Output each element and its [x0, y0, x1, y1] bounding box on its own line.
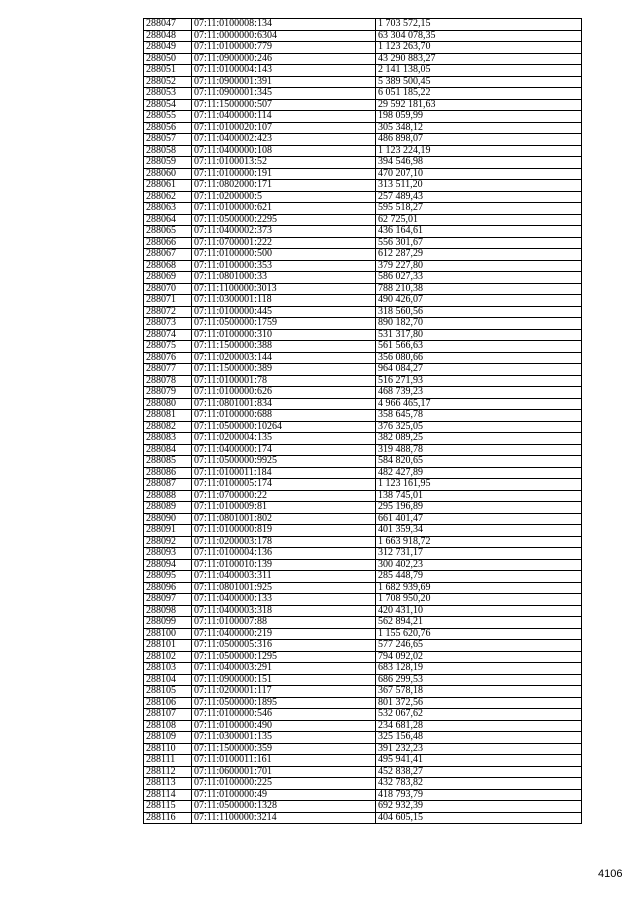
- cadastral-value-cell: 788 210,38: [376, 283, 582, 295]
- cadastral-number-cell: 07:11:0100013:52: [192, 157, 376, 169]
- row-number-cell: 288096: [144, 582, 192, 594]
- cadastral-number-cell: 07:11:0100000:445: [192, 306, 376, 318]
- table-row: [144, 122, 582, 134]
- cadastral-value-cell: 138 745,01: [376, 490, 582, 502]
- cadastral-number-cell: 07:11:0900000:246: [192, 53, 376, 65]
- table-row: [144, 88, 582, 100]
- cadastral-number-cell: 07:11:0300001:135: [192, 732, 376, 744]
- table-row: [144, 387, 582, 399]
- cadastral-number-cell: 07:11:0400000:219: [192, 628, 376, 640]
- cadastral-value-cell: 1 708 950,20: [376, 594, 582, 606]
- cadastral-number-cell: 07:11:1500000:389: [192, 364, 376, 376]
- cadastral-number-cell: 07:11:0100020:107: [192, 122, 376, 134]
- table-body: [144, 19, 582, 824]
- cadastral-value-cell: 420 431,10: [376, 605, 582, 617]
- cadastral-number-cell: 07:11:0200001:117: [192, 686, 376, 698]
- row-number-cell: 288064: [144, 214, 192, 226]
- cadastral-value-cell: 198 059,99: [376, 111, 582, 123]
- cadastral-value-cell: 556 301,67: [376, 237, 582, 249]
- table-row: [144, 743, 582, 755]
- row-number-cell: 288101: [144, 640, 192, 652]
- table-row: [144, 249, 582, 261]
- row-number-cell: 288103: [144, 663, 192, 675]
- row-number-cell: 288114: [144, 789, 192, 801]
- cadastral-value-cell: 486 898,07: [376, 134, 582, 146]
- table-row: [144, 157, 582, 169]
- cadastral-number-cell: 07:11:0100000:779: [192, 42, 376, 54]
- cadastral-value-cell: 468 739,23: [376, 387, 582, 399]
- row-number-cell: 288069: [144, 272, 192, 284]
- row-number-cell: 288095: [144, 571, 192, 583]
- cadastral-number-cell: 07:11:0500000:1328: [192, 801, 376, 813]
- table-row: [144, 421, 582, 433]
- row-number-cell: 288056: [144, 122, 192, 134]
- row-number-cell: 288067: [144, 249, 192, 261]
- cadastral-value-cell: 661 401,47: [376, 513, 582, 525]
- row-number-cell: 288087: [144, 479, 192, 491]
- cadastral-value-cell: 358 645,78: [376, 410, 582, 422]
- cadastral-number-cell: 07:11:0500000:10264: [192, 421, 376, 433]
- cadastral-value-cell: 401 359,34: [376, 525, 582, 537]
- cadastral-number-cell: 07:11:0900000:151: [192, 674, 376, 686]
- table-row: [144, 180, 582, 192]
- cadastral-value-cell: 1 703 572,15: [376, 19, 582, 31]
- cadastral-value-cell: 561 566,63: [376, 341, 582, 353]
- cadastral-number-cell: 07:11:0100000:353: [192, 260, 376, 272]
- row-number-cell: 288083: [144, 433, 192, 445]
- cadastral-value-cell: 562 894,21: [376, 617, 582, 629]
- table-row: [144, 19, 582, 31]
- cadastral-number-cell: 07:11:0400000:108: [192, 145, 376, 157]
- cadastral-number-cell: 07:11:0100011:161: [192, 755, 376, 767]
- cadastral-value-cell: 482 427,89: [376, 467, 582, 479]
- row-number-cell: 288102: [144, 651, 192, 663]
- table-row: [144, 260, 582, 272]
- cadastral-number-cell: 07:11:0300001:118: [192, 295, 376, 307]
- table-row: [144, 548, 582, 560]
- row-number-cell: 288078: [144, 375, 192, 387]
- cadastral-value-cell: 234 681,28: [376, 720, 582, 732]
- row-number-cell: 288060: [144, 168, 192, 180]
- cadastral-value-cell: 686 299,53: [376, 674, 582, 686]
- cadastral-value-cell: 801 372,56: [376, 697, 582, 709]
- cadastral-value-cell: 531 317,80: [376, 329, 582, 341]
- table-row: [144, 30, 582, 42]
- row-number-cell: 288100: [144, 628, 192, 640]
- cadastral-value-cell: 418 793,79: [376, 789, 582, 801]
- table-row: [144, 663, 582, 675]
- table-row: [144, 513, 582, 525]
- row-number-cell: 288059: [144, 157, 192, 169]
- table-row: [144, 433, 582, 445]
- row-number-cell: 288079: [144, 387, 192, 399]
- cadastral-value-cell: 312 731,17: [376, 548, 582, 560]
- cadastral-number-cell: 07:11:0500000:1295: [192, 651, 376, 663]
- cadastral-number-cell: 07:11:0700001:222: [192, 237, 376, 249]
- cadastral-number-cell: 07:11:0400003:291: [192, 663, 376, 675]
- row-number-cell: 288076: [144, 352, 192, 364]
- table-row: [144, 341, 582, 353]
- cadastral-number-cell: 07:11:0200004:135: [192, 433, 376, 445]
- cadastral-number-cell: 07:11:0100000:819: [192, 525, 376, 537]
- cadastral-number-cell: 07:11:0802000:171: [192, 180, 376, 192]
- cadastral-value-cell: 490 426,07: [376, 295, 582, 307]
- cadastral-value-cell: 379 227,80: [376, 260, 582, 272]
- table-row: [144, 697, 582, 709]
- table-row: [144, 766, 582, 778]
- cadastral-value-cell: 285 448,79: [376, 571, 582, 583]
- table-row: [144, 226, 582, 238]
- cadastral-value-cell: 890 182,70: [376, 318, 582, 330]
- cadastral-number-cell: 07:11:0100000:490: [192, 720, 376, 732]
- row-number-cell: 288051: [144, 65, 192, 77]
- row-number-cell: 288050: [144, 53, 192, 65]
- cadastral-number-cell: 07:11:0100001:78: [192, 375, 376, 387]
- row-number-cell: 288070: [144, 283, 192, 295]
- row-number-cell: 288081: [144, 410, 192, 422]
- cadastral-number-cell: 07:11:0900001:345: [192, 88, 376, 100]
- table-row: [144, 214, 582, 226]
- cadastral-value-cell: 4 966 465,17: [376, 398, 582, 410]
- cadastral-value-cell: 367 578,18: [376, 686, 582, 698]
- cadastral-number-cell: 07:11:0100008:134: [192, 19, 376, 31]
- cadastral-number-cell: 07:11:1500000:507: [192, 99, 376, 111]
- cadastral-number-cell: 07:11:0400002:373: [192, 226, 376, 238]
- cadastral-value-cell: 376 325,05: [376, 421, 582, 433]
- table-row: [144, 364, 582, 376]
- cadastral-value-cell: 612 287,29: [376, 249, 582, 261]
- table-row: [144, 536, 582, 548]
- cadastral-number-cell: 07:11:1500000:359: [192, 743, 376, 755]
- row-number-cell: 288048: [144, 30, 192, 42]
- row-number-cell: 288105: [144, 686, 192, 698]
- table-row: [144, 306, 582, 318]
- cadastral-value-cell: 313 511,20: [376, 180, 582, 192]
- cadastral-value-cell: 382 089,25: [376, 433, 582, 445]
- table-row: [144, 318, 582, 330]
- row-number-cell: 288077: [144, 364, 192, 376]
- cadastral-value-cell: 1 123 161,95: [376, 479, 582, 491]
- row-number-cell: 288097: [144, 594, 192, 606]
- table-row: [144, 640, 582, 652]
- row-number-cell: 288062: [144, 191, 192, 203]
- row-number-cell: 288108: [144, 720, 192, 732]
- cadastral-value-cell: 1 123 224,19: [376, 145, 582, 157]
- cadastral-number-cell: 07:11:0100000:310: [192, 329, 376, 341]
- cadastral-value-cell: 295 196,89: [376, 502, 582, 514]
- cadastral-number-cell: 07:11:0801001:834: [192, 398, 376, 410]
- table-row: [144, 65, 582, 77]
- cadastral-number-cell: 07:11:0500000:1759: [192, 318, 376, 330]
- cadastral-value-cell: 257 489,43: [376, 191, 582, 203]
- row-number-cell: 288107: [144, 709, 192, 721]
- cadastral-value-cell: 532 067,62: [376, 709, 582, 721]
- table-row: [144, 571, 582, 583]
- row-number-cell: 288065: [144, 226, 192, 238]
- table-row: [144, 444, 582, 456]
- table-row: [144, 628, 582, 640]
- cadastral-number-cell: 07:11:0500000:1895: [192, 697, 376, 709]
- row-number-cell: 288068: [144, 260, 192, 272]
- cadastral-value-cell: 586 027,33: [376, 272, 582, 284]
- cadastral-value-cell: 495 941,41: [376, 755, 582, 767]
- cadastral-number-cell: 07:11:0900001:391: [192, 76, 376, 88]
- cadastral-value-cell: 432 783,82: [376, 778, 582, 790]
- table-row: [144, 456, 582, 468]
- row-number-cell: 288110: [144, 743, 192, 755]
- table-row: [144, 467, 582, 479]
- cadastral-value-cell: 305 348,12: [376, 122, 582, 134]
- cadastral-number-cell: 07:11:0100000:191: [192, 168, 376, 180]
- cadastral-number-cell: 07:11:0100010:139: [192, 559, 376, 571]
- table-row: [144, 42, 582, 54]
- table-row: [144, 812, 582, 824]
- row-number-cell: 288055: [144, 111, 192, 123]
- table-row: [144, 582, 582, 594]
- cadastral-number-cell: 07:11:0100000:621: [192, 203, 376, 215]
- cadastral-number-cell: 07:11:0400000:114: [192, 111, 376, 123]
- table-row: [144, 686, 582, 698]
- table-row: [144, 203, 582, 215]
- cadastral-number-cell: 07:11:0801001:925: [192, 582, 376, 594]
- table-row: [144, 168, 582, 180]
- row-number-cell: 288088: [144, 490, 192, 502]
- table-row: [144, 111, 582, 123]
- row-number-cell: 288047: [144, 19, 192, 31]
- row-number-cell: 288049: [144, 42, 192, 54]
- row-number-cell: 288109: [144, 732, 192, 744]
- row-number-cell: 288080: [144, 398, 192, 410]
- cadastral-value-cell: 1 663 918,72: [376, 536, 582, 548]
- table-row: [144, 674, 582, 686]
- cadastral-number-cell: 07:11:0100000:49: [192, 789, 376, 801]
- row-number-cell: 288066: [144, 237, 192, 249]
- table-row: [144, 272, 582, 284]
- cadastral-number-cell: 07:11:0100000:626: [192, 387, 376, 399]
- row-number-cell: 288073: [144, 318, 192, 330]
- row-number-cell: 288112: [144, 766, 192, 778]
- table-row: [144, 525, 582, 537]
- table-row: [144, 778, 582, 790]
- cadastral-value-cell: 1 682 939,69: [376, 582, 582, 594]
- cadastral-number-cell: 07:11:0801001:802: [192, 513, 376, 525]
- cadastral-number-cell: 07:11:0600001:701: [192, 766, 376, 778]
- table-row: [144, 237, 582, 249]
- table-row: [144, 801, 582, 813]
- cadastral-number-cell: 07:11:1100000:3214: [192, 812, 376, 824]
- table-row: [144, 789, 582, 801]
- table-row: [144, 352, 582, 364]
- cadastral-value-cell: 452 838,27: [376, 766, 582, 778]
- row-number-cell: 288113: [144, 778, 192, 790]
- cadastral-value-cell: 391 232,23: [376, 743, 582, 755]
- row-number-cell: 288116: [144, 812, 192, 824]
- row-number-cell: 288061: [144, 180, 192, 192]
- table-row: [144, 617, 582, 629]
- cadastral-value-cell: 964 084,27: [376, 364, 582, 376]
- cadastral-value-cell: 300 402,23: [376, 559, 582, 571]
- cadastral-number-cell: 07:11:0100005:174: [192, 479, 376, 491]
- table-row: [144, 191, 582, 203]
- cadastral-number-cell: 07:11:0100004:136: [192, 548, 376, 560]
- cadastral-number-cell: 07:11:0700000:22: [192, 490, 376, 502]
- table-row: [144, 99, 582, 111]
- row-number-cell: 288115: [144, 801, 192, 813]
- row-number-cell: 288053: [144, 88, 192, 100]
- table-row: [144, 375, 582, 387]
- table-row: [144, 283, 582, 295]
- table-row: [144, 559, 582, 571]
- cadastral-value-cell: 595 518,27: [376, 203, 582, 215]
- table-row: [144, 732, 582, 744]
- row-number-cell: 288075: [144, 341, 192, 353]
- row-number-cell: 288052: [144, 76, 192, 88]
- cadastral-value-cell: 319 488,78: [376, 444, 582, 456]
- page-number: 4106: [598, 868, 623, 880]
- table-row: [144, 410, 582, 422]
- cadastral-number-cell: 07:11:1100000:3013: [192, 283, 376, 295]
- cadastral-value-cell: 584 820,65: [376, 456, 582, 468]
- cadastral-value-cell: 63 304 078,35: [376, 30, 582, 42]
- cadastral-value-cell: 2 141 138,05: [376, 65, 582, 77]
- row-number-cell: 288104: [144, 674, 192, 686]
- table-row: [144, 490, 582, 502]
- cadastral-number-cell: 07:11:0200003:144: [192, 352, 376, 364]
- row-number-cell: 288086: [144, 467, 192, 479]
- table-row: [144, 502, 582, 514]
- cadastral-value-cell: 29 592 181,63: [376, 99, 582, 111]
- cadastral-number-cell: 07:11:0100000:500: [192, 249, 376, 261]
- cadastral-number-cell: 07:11:0400003:311: [192, 571, 376, 583]
- cadastral-number-cell: 07:11:0100011:184: [192, 467, 376, 479]
- cadastral-number-cell: 07:11:0801000:33: [192, 272, 376, 284]
- cadastral-number-cell: 07:11:0000000:6304: [192, 30, 376, 42]
- row-number-cell: 288085: [144, 456, 192, 468]
- cadastral-value-cell: 577 246,65: [376, 640, 582, 652]
- cadastral-value-cell: 794 092,02: [376, 651, 582, 663]
- cadastral-number-cell: 07:11:0100000:688: [192, 410, 376, 422]
- table-row: [144, 651, 582, 663]
- cadastral-number-cell: 07:11:0400000:174: [192, 444, 376, 456]
- cadastral-number-cell: 07:11:0100000:225: [192, 778, 376, 790]
- cadastral-value-cell: 325 156,48: [376, 732, 582, 744]
- table-row: [144, 295, 582, 307]
- row-number-cell: 288099: [144, 617, 192, 629]
- row-number-cell: 288094: [144, 559, 192, 571]
- row-number-cell: 288106: [144, 697, 192, 709]
- cadastral-number-cell: 07:11:0500000:9925: [192, 456, 376, 468]
- table-row: [144, 134, 582, 146]
- row-number-cell: 288071: [144, 295, 192, 307]
- table-row: [144, 76, 582, 88]
- cadastral-value-table: [143, 18, 582, 824]
- table-row: [144, 755, 582, 767]
- cadastral-value-cell: 356 080,66: [376, 352, 582, 364]
- cadastral-number-cell: 07:11:0500000:2295: [192, 214, 376, 226]
- cadastral-value-cell: 1 155 620,76: [376, 628, 582, 640]
- cadastral-number-cell: 07:11:0100007:88: [192, 617, 376, 629]
- row-number-cell: 288054: [144, 99, 192, 111]
- cadastral-number-cell: 07:11:0400000:133: [192, 594, 376, 606]
- cadastral-value-cell: 5 389 500,45: [376, 76, 582, 88]
- cadastral-number-cell: 07:11:0200003:178: [192, 536, 376, 548]
- row-number-cell: 288092: [144, 536, 192, 548]
- row-number-cell: 288111: [144, 755, 192, 767]
- cadastral-number-cell: 07:11:0100004:143: [192, 65, 376, 77]
- row-number-cell: 288072: [144, 306, 192, 318]
- cadastral-value-cell: 470 207,10: [376, 168, 582, 180]
- table-row: [144, 709, 582, 721]
- table-row: [144, 605, 582, 617]
- table-row: [144, 398, 582, 410]
- cadastral-value-cell: 683 128,19: [376, 663, 582, 675]
- row-number-cell: 288093: [144, 548, 192, 560]
- cadastral-value-cell: 394 546,98: [376, 157, 582, 169]
- table-row: [144, 329, 582, 341]
- row-number-cell: 288090: [144, 513, 192, 525]
- cadastral-value-cell: 1 123 263,70: [376, 42, 582, 54]
- row-number-cell: 288058: [144, 145, 192, 157]
- cadastral-value-cell: 436 164,61: [376, 226, 582, 238]
- row-number-cell: 288091: [144, 525, 192, 537]
- table-row: [144, 479, 582, 491]
- row-number-cell: 288074: [144, 329, 192, 341]
- cadastral-value-cell: 43 290 883,27: [376, 53, 582, 65]
- row-number-cell: 288063: [144, 203, 192, 215]
- table-row: [144, 594, 582, 606]
- table-row: [144, 53, 582, 65]
- cadastral-number-cell: 07:11:0500005:316: [192, 640, 376, 652]
- cadastral-value-cell: 62 725,01: [376, 214, 582, 226]
- cadastral-number-cell: 07:11:0400003:318: [192, 605, 376, 617]
- row-number-cell: 288084: [144, 444, 192, 456]
- cadastral-value-cell: 318 560,56: [376, 306, 582, 318]
- cadastral-number-cell: 07:11:0100000:546: [192, 709, 376, 721]
- cadastral-value-cell: 516 271,93: [376, 375, 582, 387]
- cadastral-number-cell: 07:11:1500000:388: [192, 341, 376, 353]
- table-row: [144, 145, 582, 157]
- table-row: [144, 720, 582, 732]
- row-number-cell: 288057: [144, 134, 192, 146]
- cadastral-value-cell: 6 051 185,22: [376, 88, 582, 100]
- cadastral-number-cell: 07:11:0200000:5: [192, 191, 376, 203]
- cadastral-value-cell: 404 605,15: [376, 812, 582, 824]
- cadastral-number-cell: 07:11:0100009:81: [192, 502, 376, 514]
- row-number-cell: 288089: [144, 502, 192, 514]
- row-number-cell: 288082: [144, 421, 192, 433]
- cadastral-number-cell: 07:11:0400002:423: [192, 134, 376, 146]
- cadastral-value-cell: 692 932,39: [376, 801, 582, 813]
- row-number-cell: 288098: [144, 605, 192, 617]
